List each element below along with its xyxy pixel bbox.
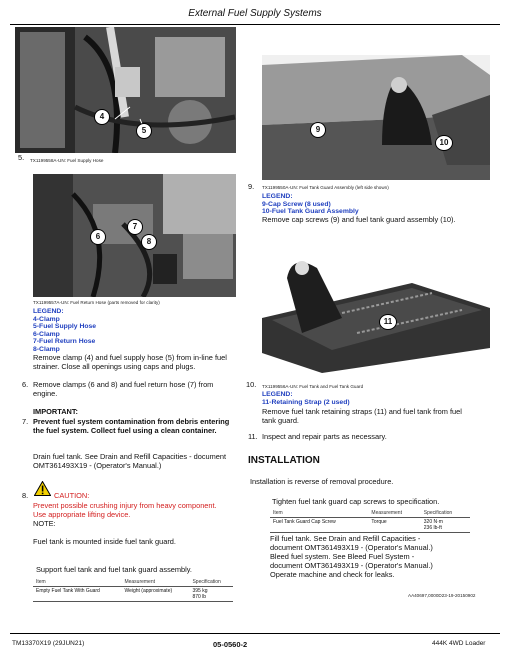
fuel-tank-guard-photo [262,55,490,180]
callout-4: 4 [94,109,110,125]
caution-text: Prevent possible crushing injury from heavy component. Use appropriate lifting device. [33,501,217,519]
operate-text: Operate machine and check for leaks. [270,570,395,579]
note-label: NOTE: [33,519,56,528]
fuel-tank-guard-illustration [262,55,490,180]
callout-6: 6 [90,229,106,245]
callout-8: 8 [141,234,157,250]
legend-title: LEGEND: [262,193,293,200]
important-text: Prevent fuel system contamination from debris entering the fuel system. Collect fuel using a clean container. [33,417,230,435]
drain-text: Drain fuel tank. See Drain and Refill Capacities - document OMT361493X19 - (Operator's Manual.) [33,452,227,470]
step-5-number: 5. [18,153,25,162]
page-header-title: External Fuel Supply Systems [188,8,322,19]
left-legend [33,308,96,354]
legend-item: 9-Cap Screw (8 used) [262,200,331,208]
table-header: Specification [189,578,233,587]
fill-text: Fill fuel tank. See Drain and Refill Capacities - document OMT361493X19 - (Operator's Manual.) [270,534,433,552]
step-11-text: Inspect and repair parts as necessary. [262,432,387,441]
legend-title: LEGEND: [262,391,293,398]
step-10-text: Remove fuel tank retaining straps (11) and fuel tank from fuel tank guard. [262,407,462,425]
footer-left: TM13370X19 (29JUN21) [12,640,85,647]
fuel-supply-hose-photo [15,27,236,153]
note-text: Fuel tank is mounted inside fuel tank guard. [33,537,176,546]
callout-10: 10 [435,135,453,151]
legend-item: 7-Fuel Return Hose [33,338,96,346]
table-header: Measurement [368,509,420,518]
step-5-text: Remove clamp (4) and fuel supply hose (5) from in-line fuel strainer. Close all openings using caps and plugs. [33,353,227,371]
legend-item: 6-Clamp [33,330,60,338]
installation-heading: INSTALLATION [248,455,320,466]
tighten-text: Tighten fuel tank guard cap screws to specification. [272,497,440,506]
spec-table-weight [33,578,233,602]
warning-triangle-icon [34,481,51,496]
fuel-supply-hose-illustration [15,27,236,153]
table-row: Fuel Tank Guard Cap Screw Torque 320 N·m 236 lb-ft [270,518,470,533]
callout-9: 9 [310,122,326,138]
table-header: Specification [421,509,470,518]
footer-rule [10,633,500,634]
footer-right: 444K 4WD Loader [432,640,486,647]
document-id: AA40697,0000D23-19-20150902 [408,593,476,598]
header-rule [10,24,500,25]
legend-item: 10-Fuel Tank Guard Assembly [262,208,359,216]
callout-5: 5 [136,123,152,139]
legend-item: 4-Clamp [33,315,60,323]
caution-label: CAUTION: [54,491,90,500]
installation-text: Installation is reverse of removal procedure. [250,477,394,486]
fuel-tank-illustration [262,238,490,373]
legend-item: 5-Fuel Supply Hose [33,323,97,331]
step-9-text: Remove cap screws (9) and fuel tank guard assembly (10). [262,215,456,224]
footer-page-number: 05-0560-2 [213,640,248,649]
step-9-number: 9. [248,182,255,191]
table-header: Measurement [121,578,189,587]
step-11-number: 11. [248,432,258,441]
legend-item: 11-Retaining Strap (2 used) [262,398,350,406]
table-header: Item [33,578,121,587]
support-text: Support fuel tank and fuel tank guard assembly. [36,565,192,574]
fig1-caption: TX1199558A-UN: Fuel Supply Hose [30,158,104,163]
fuel-return-hose-photo [33,174,236,297]
right-legend-1 [262,193,359,216]
legend-item: 8-Clamp [33,345,60,353]
fuel-return-hose-illustration [33,174,236,297]
spec-table-torque [270,509,470,533]
step-6-number: 6. [22,380,29,389]
callout-7: 7 [127,219,143,235]
step-10-number: 10. [246,380,257,389]
legend-title: LEGEND: [33,308,64,315]
fuel-tank-photo [262,238,490,373]
table-row: Empty Fuel Tank With Guard Weight (approximate) 395 kg 870 lb [33,587,233,602]
step-8-number: 8. [22,491,29,500]
right-legend-2 [262,391,350,406]
fig2-caption: TX1199557A-UN: Fuel Return Hose (parts removed for clarity) [33,300,160,305]
table-header: Item [270,509,368,518]
bleed-text: Bleed fuel system. See Bleed Fuel System - document OMT361493X19 - (Operator's Manual.) [270,552,433,570]
step-6-text: Remove clamps (6 and 8) and fuel return hose (7) from engine. [33,380,214,398]
important-label: IMPORTANT: [33,407,79,416]
fig4-caption: TX1199556A-UN: Fuel Tank and Fuel Tank Guard [262,384,364,389]
fig3-caption: TX1199550A-UN: Fuel Tank Guard Assembly (left side shown) [262,185,389,190]
callout-11: 11 [379,314,397,330]
step-7-number: 7. [22,417,29,426]
